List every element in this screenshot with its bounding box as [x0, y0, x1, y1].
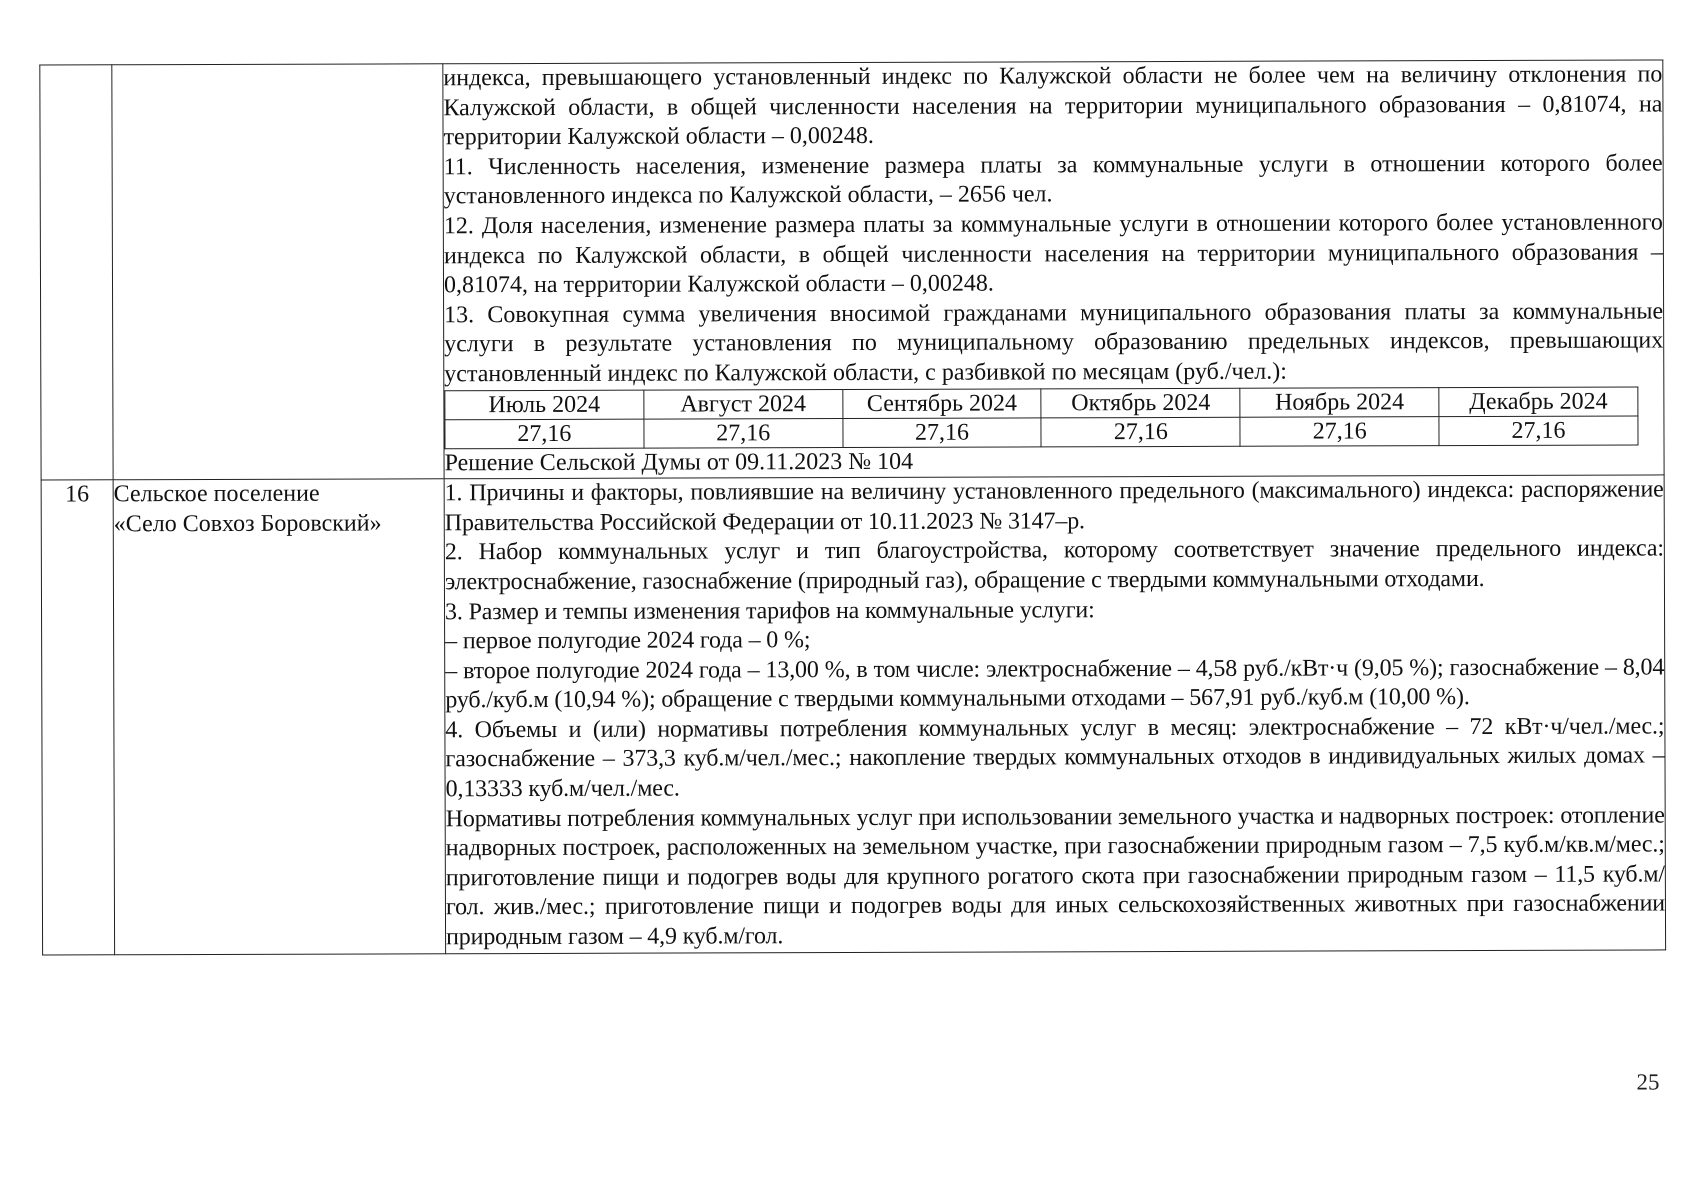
- page-number: 25: [1636, 1069, 1660, 1095]
- settlement-cell: [113, 479, 445, 955]
- paragraph: – первое полугодие 2024 года – 0 %;: [445, 627, 811, 655]
- row-number-cell: [40, 65, 113, 480]
- month-value: 27,16: [843, 417, 1042, 447]
- table-row-16: [41, 475, 1665, 955]
- paragraph: 11. Численность населения, изменение размера платы за коммунальные услуги в отношении которого более установленного индекса по Калужской области, – 2656 чел.: [443, 150, 1663, 210]
- paragraph: 12. Доля населения, изменение размера платы за коммунальные услуги в отношении которого более установленного индекса по Калужской области, в общей численности населения на территории муниципального образования – 0,81074, на территории Калужской области – 0,00248.: [443, 209, 1663, 299]
- row-number-cell: 16: [41, 480, 114, 955]
- month-value: 27,16: [1041, 417, 1240, 447]
- month-value: 27,16: [1240, 416, 1439, 446]
- month-header: Октябрь 2024: [1041, 388, 1240, 418]
- months-header-row: [445, 387, 1638, 420]
- indices-table: [39, 59, 1666, 955]
- settlement-name: «Село Совхоз Боровский»: [113, 510, 382, 538]
- paragraph: 4. Объемы и (или) нормативы потребления коммунальных услуг в месяц: электроснабжение – 72 кВт·ч/чел./мес.; газоснабжение – 373,3 куб.м/чел./мес.; накопление твердых коммунальных отходов в индивидуальных жилых домах – 0,13333 куб.м/чел./мес.: [445, 713, 1665, 803]
- decision-reference: Решение Сельской Думы от 09.11.2023 № 104: [444, 448, 914, 476]
- settlement-type: Сельское поселение: [113, 480, 320, 508]
- month-header: Ноябрь 2024: [1240, 387, 1439, 417]
- month-header: Сентябрь 2024: [842, 388, 1041, 418]
- month-header: Июль 2024: [445, 390, 644, 420]
- month-value: 27,16: [445, 419, 644, 449]
- months-value-row: [445, 416, 1638, 449]
- month-value: 27,16: [644, 418, 843, 448]
- paragraph: индекса, превышающего установленный индекс по Калужской области не более чем на величину отклонения по Калужской области, в общей численности населения на территории муниципального образования – 0,81074, на территории Калужской области – 0,00248.: [443, 61, 1663, 151]
- paragraph: Нормативы потребления коммунальных услуг при использовании земельного участка и надворных построек: отопление надворных построек, расположенных на земельном участке, при газоснабжении природным газом – 7,5 куб.м/кв.м/мес.; приготовление пищи и подогрев воды для крупного рогатого скота при газоснабжении природным газом – 11,5 куб.м/гол. жив./мес.; приготовление пищи и подогрев воды для иных сельскохозяйственных животных при газоснабжении природным газом – 4,9 куб.м/гол.: [445, 802, 1665, 951]
- paragraph: – второе полугодие 2024 года – 13,00 %, в том числе: электроснабжение – 4,58 руб./кВт·ч (9,05 %); газоснабжение – 8,04 руб./куб.м (10,94 %); обращение с твердыми коммунальными отходами – 567,91 руб./куб.м (10,00 %).: [445, 654, 1665, 714]
- paragraph: 13. Совокупная сумма увеличения вносимой гражданами муниципального образования платы за коммунальные услуги в результате установления по муниципальному образованию предельных индексов, превышающих установленный индекс по Калужской области, с разбивкой по месяцам (руб./чел.):: [444, 298, 1664, 388]
- paragraph: 3. Размер и темпы изменения тарифов на коммунальные услуги:: [444, 596, 1095, 625]
- details-cell: [444, 475, 1665, 953]
- paragraph: 2. Набор коммунальных услуг и тип благоустройства, которому соответствует значение предельного индекса: электроснабжение, газоснабжение (природный газ), обращение с твердыми коммунальными отходами.: [444, 535, 1664, 596]
- month-value: 27,16: [1439, 416, 1638, 446]
- table-row-continued: [40, 60, 1664, 480]
- month-header: Август 2024: [644, 389, 843, 419]
- month-header: Декабрь 2024: [1439, 387, 1638, 417]
- monthly-amounts-table: [444, 386, 1638, 449]
- details-cell: [443, 60, 1664, 479]
- paragraph: 1. Причины и факторы, повлиявшие на величину установленного предельного (максимального) индекса: распоряжение Правительства Российской Федерации от 10.11.2023 № 3147–р.: [444, 476, 1664, 536]
- settlement-cell: [112, 64, 444, 480]
